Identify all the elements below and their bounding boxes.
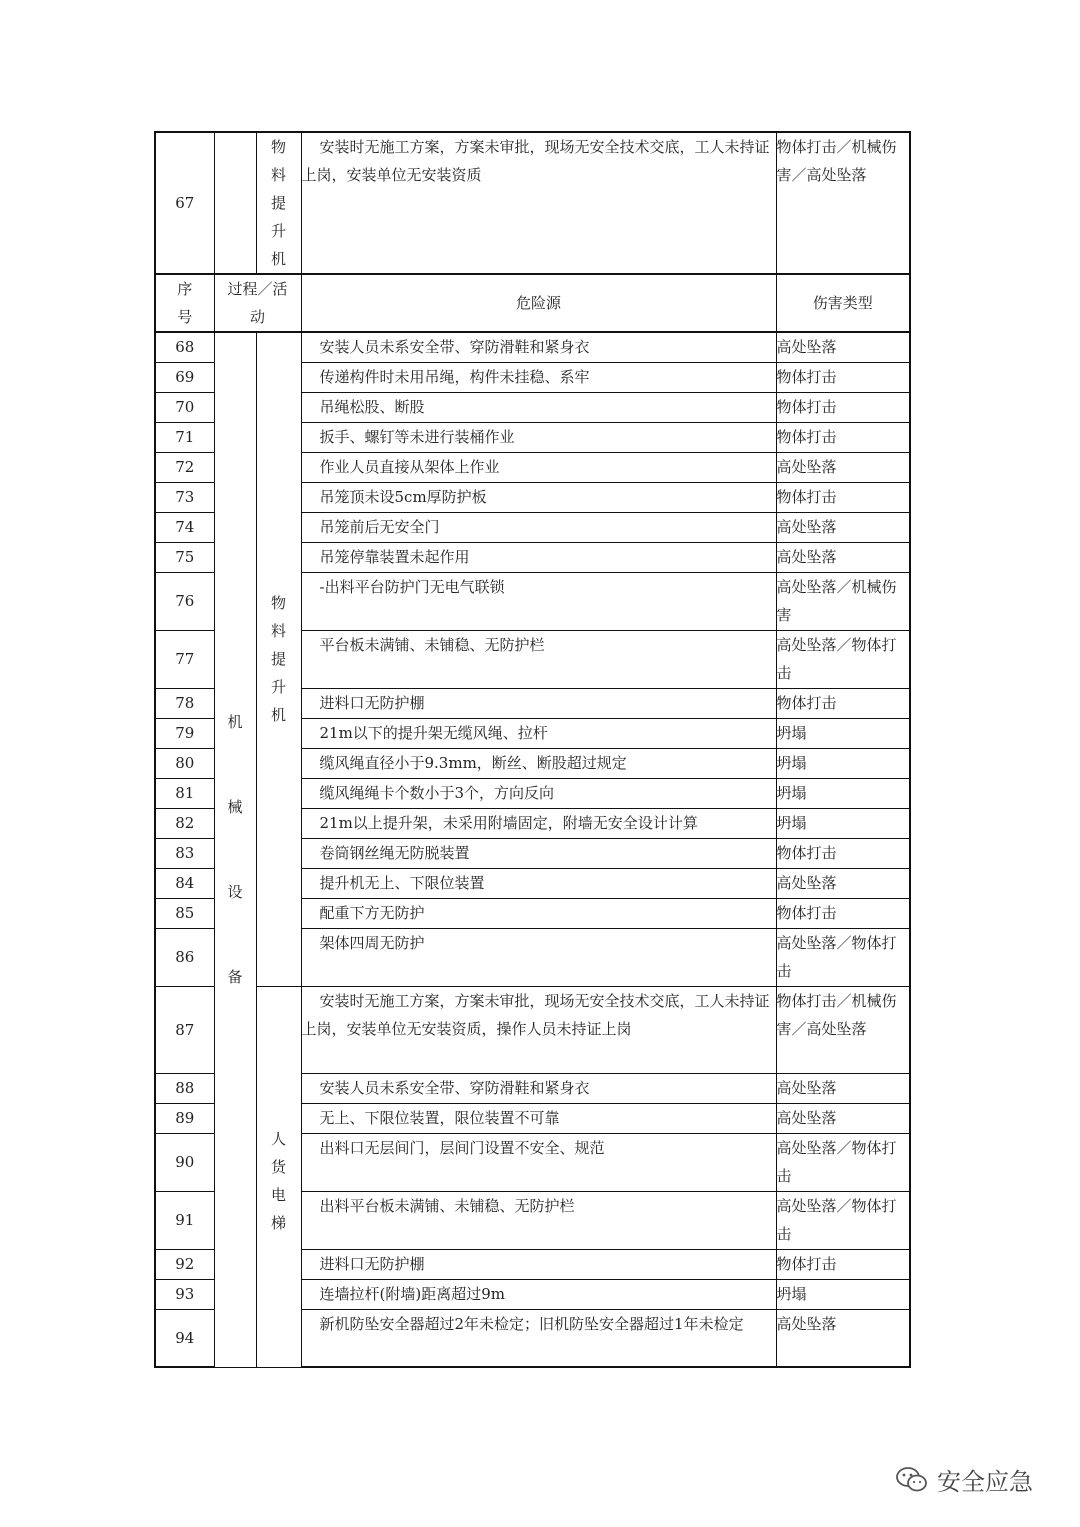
hazard-text: 卷筒钢丝绳无防脱装置: [319, 843, 470, 862]
hazard-cell: [301, 452, 776, 482]
watermark: [895, 1462, 1033, 1497]
hazard-text: 进料口无防护棚: [319, 693, 425, 712]
hazard-cell: [301, 778, 776, 808]
process-main-cell: [214, 332, 256, 1367]
process-sub-cell: [256, 332, 301, 986]
hazard-cell: [301, 898, 776, 928]
injury-cell: 高处坠落／物体打击: [776, 1191, 910, 1249]
hazard-cell: [301, 572, 776, 630]
vertical-char: 人: [270, 1129, 286, 1148]
hazard-table: [154, 131, 911, 1368]
row-number: 88: [155, 1073, 214, 1103]
hazard-cell: [301, 986, 776, 1073]
injury-cell: 高处坠落: [776, 1073, 910, 1103]
hazard-text: 缆风绳绳卡个数小于3个，方向反向: [319, 783, 555, 802]
injury-cell: 物体打击: [776, 838, 910, 868]
row-number: 87: [155, 986, 214, 1073]
hazard-cell: [301, 392, 776, 422]
vertical-char: 备: [227, 967, 243, 986]
injury-cell: 物体打击／机械伤害／高处坠落: [776, 132, 910, 274]
injury-cell: 高处坠落: [776, 542, 910, 572]
vertical-char: 电: [270, 1185, 286, 1204]
injury-cell: 高处坠落／物体打击: [776, 630, 910, 688]
table-row: [155, 986, 910, 1073]
injury-cell: 物体打击: [776, 362, 910, 392]
row-number: 75: [155, 542, 214, 572]
hazard-text: 安装人员未系安全带、穿防滑鞋和紧身衣: [319, 1078, 590, 1097]
hazard-text: 进料口无防护棚: [319, 1254, 425, 1273]
injury-cell: 高处坠落: [776, 868, 910, 898]
hazard-text: 传递构件时未用吊绳，构件未挂稳、系牢: [319, 367, 590, 386]
injury-cell: 高处坠落: [776, 452, 910, 482]
vertical-char: 升: [270, 222, 286, 240]
header-no: 序号: [155, 274, 214, 332]
injury-cell: 物体打击: [776, 482, 910, 512]
hazard-cell: [301, 512, 776, 542]
row-number: 80: [155, 748, 214, 778]
hazard-cell: [301, 132, 776, 274]
injury-cell: 物体打击／机械伤害／高处坠落: [776, 986, 910, 1073]
injury-cell: 高处坠落／物体打击: [776, 928, 910, 986]
vertical-char: 料: [270, 166, 286, 184]
vertical-char: 设: [227, 882, 243, 901]
injury-cell: 高处坠落: [776, 1103, 910, 1133]
injury-cell: 坍塌: [776, 1279, 910, 1309]
hazard-text: 安装人员未系安全带、穿防滑鞋和紧身衣: [319, 338, 590, 356]
injury-cell: 坍塌: [776, 808, 910, 838]
hazard-text: 配重下方无防护: [319, 903, 425, 922]
injury-cell: 坍塌: [776, 778, 910, 808]
hazard-cell: [301, 868, 776, 898]
vertical-char: 料: [270, 622, 286, 641]
row-number: 93: [155, 1279, 214, 1309]
row-number: 68: [155, 332, 214, 362]
hazard-cell: [301, 1103, 776, 1133]
injury-cell: 物体打击: [776, 422, 910, 452]
header-injury: 伤害类型: [776, 274, 910, 332]
process-sub-cell-label: [257, 589, 301, 729]
hazard-cell: [301, 332, 776, 362]
row-number: 73: [155, 482, 214, 512]
hazard-cell: [301, 688, 776, 718]
hazard-text: 安装时无施工方案，方案未审批，现场无安全技术交底，工人未持证上岗，安装单位无安装资质，操作人员未持证上岗: [301, 991, 770, 1038]
hazard-text: 出料口无层间门，层间门设置不安全、规范: [319, 1138, 605, 1157]
row-number: 71: [155, 422, 214, 452]
row-number: 76: [155, 572, 214, 630]
vertical-char: 物: [270, 138, 286, 156]
hazard-cell: [301, 422, 776, 452]
process-cell-empty: [214, 132, 256, 274]
row-number: 86: [155, 928, 214, 986]
vertical-char: 提: [270, 194, 286, 212]
row-number: 81: [155, 778, 214, 808]
injury-cell: 坍塌: [776, 718, 910, 748]
hazard-text: 连墙拉杆(附墙)距离超过9m: [319, 1284, 505, 1303]
hazard-text: 出料平台板未满铺、未铺稳、无防护栏: [319, 1196, 575, 1215]
hazard-text: 吊绳松股、断股: [319, 397, 425, 416]
hazard-text: 吊笼顶未设5cm厚防护板: [319, 487, 487, 506]
vertical-char: 械: [227, 797, 243, 816]
injury-cell: 物体打击: [776, 392, 910, 422]
injury-cell: 高处坠落: [776, 1309, 910, 1367]
row-number: 92: [155, 1249, 214, 1279]
watermark-text: 安全应急: [937, 1468, 1033, 1496]
hazard-cell: [301, 1133, 776, 1191]
hazard-table-body: [155, 132, 910, 1367]
hazard-cell: [301, 542, 776, 572]
hazard-text: 新机防坠安全器超过2年未检定；旧机防坠安全器超过1年未检定: [319, 1314, 744, 1333]
row-number: 85: [155, 898, 214, 928]
hazard-text: 作业人员直接从架体上作业: [319, 457, 500, 476]
injury-cell: 高处坠落: [776, 332, 910, 362]
row-number: 77: [155, 630, 214, 688]
row-number: 94: [155, 1309, 214, 1367]
vertical-char: 提: [270, 650, 286, 669]
row-number: 74: [155, 512, 214, 542]
hazard-text: 架体四周无防护: [319, 933, 425, 952]
injury-cell: 高处坠落／机械伤害: [776, 572, 910, 630]
hazard-text: 无上、下限位装置，限位装置不可靠: [319, 1108, 560, 1127]
vertical-char: 升: [270, 678, 286, 697]
hazard-cell: [301, 838, 776, 868]
vertical-char: 货: [270, 1157, 286, 1176]
vertical-char: 机: [270, 250, 286, 268]
hazard-text: 21m以下的提升架无缆风绳、拉杆: [319, 723, 548, 742]
injury-cell: 物体打击: [776, 1249, 910, 1279]
hazard-cell: [301, 1309, 776, 1367]
table-row: [155, 332, 910, 362]
hazard-text: 吊笼前后无安全门: [319, 517, 440, 536]
hazard-cell: [301, 630, 776, 688]
hazard-text: 平台板未满铺、未铺稳、无防护栏: [319, 635, 545, 654]
hazard-cell: [301, 718, 776, 748]
row-number: 91: [155, 1191, 214, 1249]
process-main-cell-label: [215, 680, 256, 1020]
row-number: 89: [155, 1103, 214, 1133]
injury-cell: 物体打击: [776, 898, 910, 928]
row-number: 67: [155, 132, 214, 274]
row-number: 90: [155, 1133, 214, 1191]
hazard-cell: [301, 362, 776, 392]
wechat-icon: [895, 1466, 929, 1494]
header-hazard: 危险源: [301, 274, 776, 332]
hazard-cell: [301, 1073, 776, 1103]
vertical-char: 物: [270, 594, 286, 613]
hazard-text: 提升机无上、下限位装置: [319, 873, 485, 892]
vertical-char: 梯: [270, 1213, 286, 1232]
hazard-cell: [301, 1249, 776, 1279]
hazard-cell: [301, 748, 776, 778]
injury-cell: 物体打击: [776, 688, 910, 718]
row-number: 83: [155, 838, 214, 868]
injury-cell: 坍塌: [776, 748, 910, 778]
table-row: [155, 132, 910, 274]
header-process: 过程／活动: [214, 274, 301, 332]
row-number: 69: [155, 362, 214, 392]
process-sub-cell: [256, 132, 301, 274]
row-number: 72: [155, 452, 214, 482]
row-number: 82: [155, 808, 214, 838]
process-sub-cell: [256, 986, 301, 1367]
hazard-cell: [301, 1279, 776, 1309]
hazard-cell: [301, 482, 776, 512]
process-sub-cell-label: [257, 1125, 301, 1237]
hazard-text: 21m以上提升架，未采用附墙固定，附墙无安全设计计算: [319, 813, 698, 832]
hazard-text: 安装时无施工方案，方案未审批，现场无安全技术交底，工人未持证上岗，安装单位无安装资质: [301, 138, 770, 184]
hazard-cell: [301, 928, 776, 986]
vertical-char: 机: [270, 706, 286, 725]
row-number: 78: [155, 688, 214, 718]
injury-cell: 高处坠落／物体打击: [776, 1133, 910, 1191]
vertical-char: 机: [227, 712, 243, 731]
hazard-text: 扳手、螺钉等未进行装桶作业: [319, 427, 515, 446]
header-row: [155, 274, 910, 332]
hazard-cell: [301, 1191, 776, 1249]
hazard-text: -出料平台防护门无电气联锁: [319, 577, 505, 596]
hazard-text: 吊笼停靠装置未起作用: [319, 547, 470, 566]
process-sub-cell-label: [257, 133, 301, 273]
hazard-text: 缆风绳直径小于9.3mm，断丝、断股超过规定: [319, 753, 627, 772]
row-number: 79: [155, 718, 214, 748]
injury-cell: 高处坠落: [776, 512, 910, 542]
row-number: 70: [155, 392, 214, 422]
hazard-cell: [301, 808, 776, 838]
row-number: 84: [155, 868, 214, 898]
